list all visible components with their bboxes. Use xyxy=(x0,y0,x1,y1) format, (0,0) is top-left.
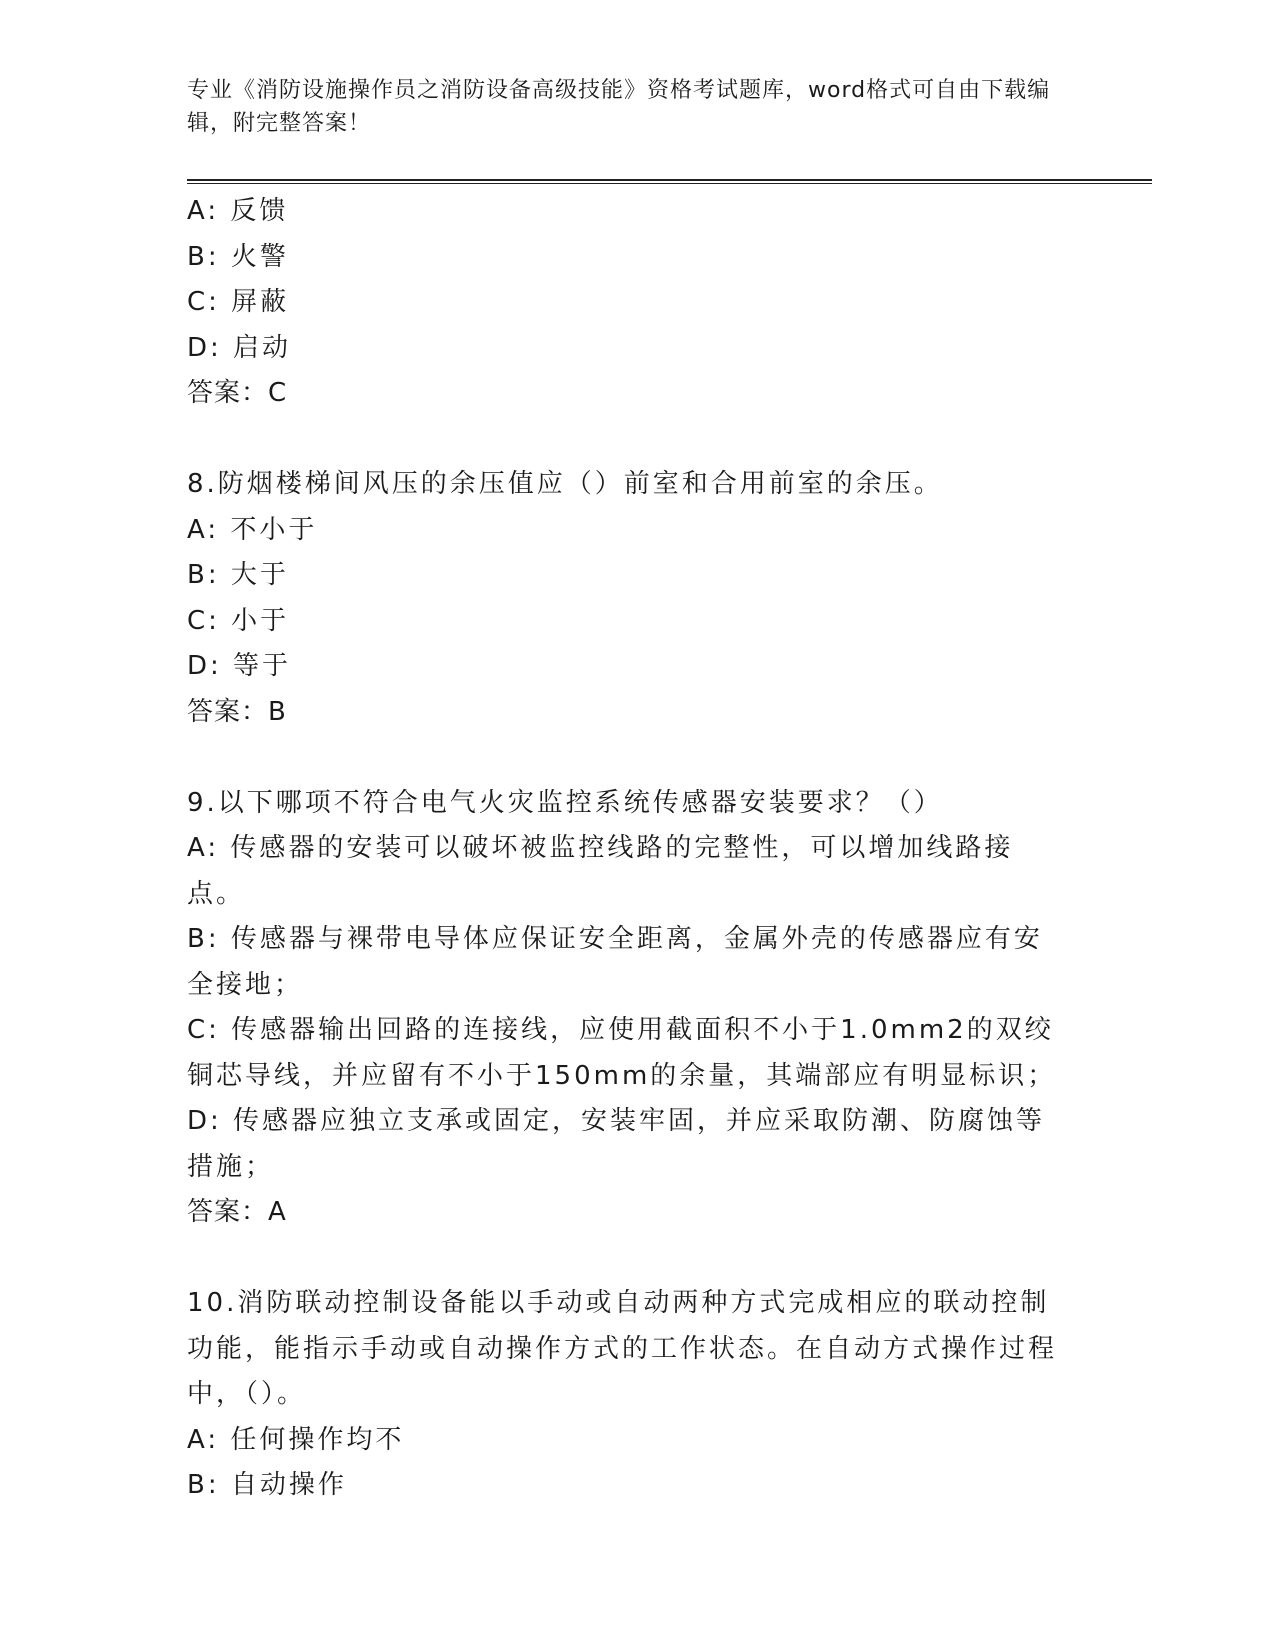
spacer xyxy=(187,417,1067,463)
q9-question: 9.以下哪项不符合电气火灾监控系统传感器安装要求？（） xyxy=(187,787,943,818)
q8-answer: 答案：B xyxy=(187,696,287,727)
q8-question: 8.防烟楼梯间风压的余压值应（）前室和合用前室的余压。 xyxy=(187,469,943,499)
q10-option-a: A: 任何操作均不 xyxy=(187,1424,405,1455)
q8-option-c: C: 小于 xyxy=(187,605,290,636)
q9-option-c: C: 传感器输出回路的连接线，应使用截面积不小于1.0mm2的双绞铜芯导线，并应留有不小于150mm的余量，其端部应有明显标识； xyxy=(187,1015,1057,1091)
q9-option-b: B: 传感器与裸带电导体应保证安全距离，金属外壳的传感器应有安全接地； xyxy=(187,924,1043,1000)
header-rule-thick xyxy=(187,179,1152,181)
q8-option-d: D: 等于 xyxy=(187,651,292,681)
q10-question: 10.消防联动控制设备能以手动或自动两种方式完成相应的联动控制功能，能指示手动或自动操作方式的工作状态。在自动方式操作过程中，（）。 xyxy=(187,1288,1058,1409)
q9-option-a: A: 传感器的安装可以破坏被监控线路的完整性，可以增加线路接点。 xyxy=(187,833,1014,909)
q9-answer: 答案：A xyxy=(187,1197,287,1227)
q7-option-a: A: 反馈 xyxy=(187,196,289,226)
q8-option-b: B: 大于 xyxy=(187,560,289,590)
spacer xyxy=(187,735,1067,781)
document-header: 专业《消防设施操作员之消防设备高级技能》资格考试题库，word格式可自由下载编辑，附完整答案！ xyxy=(187,78,1051,136)
q7-option-d: D: 启动 xyxy=(187,332,292,363)
question-content xyxy=(187,189,1067,1509)
q8-option-a: A: 不小于 xyxy=(187,514,318,545)
q7-option-c: C: 屏蔽 xyxy=(187,287,290,317)
spacer xyxy=(187,1236,1067,1282)
q7-option-b: B: 火警 xyxy=(187,241,289,272)
q9-option-d: D: 传感器应独立支承或固定，安装牢固，并应采取防潮、防腐蚀等措施； xyxy=(187,1106,1046,1182)
header-rule-thin xyxy=(187,183,1152,184)
q10-option-b: B: 自动操作 xyxy=(187,1470,347,1500)
q7-answer: 答案：C xyxy=(187,378,288,408)
